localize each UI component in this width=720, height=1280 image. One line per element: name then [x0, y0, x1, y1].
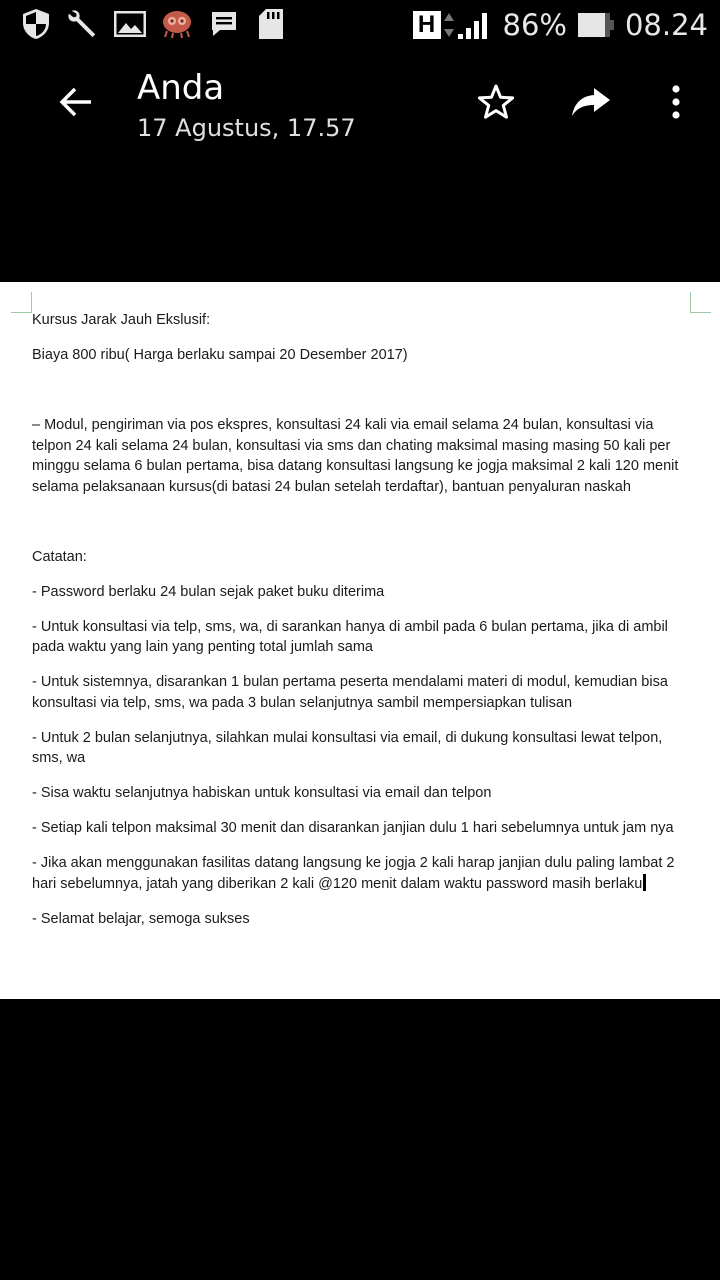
- note-item: - Selamat belajar, semoga sukses: [32, 910, 250, 927]
- star-button[interactable]: [472, 80, 520, 128]
- bug-icon: [161, 8, 193, 40]
- signal-icon: [457, 10, 491, 40]
- sd-card-icon: [255, 8, 287, 40]
- note-item: - Sisa waktu selanjutnya habiskan untuk konsultasi via email dan telpon: [32, 785, 492, 801]
- note-item: - Setiap kali telpon maksimal 30 menit dan disarankan janjian dulu 1 hari sebelumnya untuk jam nya: [32, 820, 674, 836]
- document-page: [0, 282, 720, 999]
- back-button[interactable]: [52, 80, 100, 128]
- network-type-badge: H: [413, 11, 441, 39]
- page-corner-mark: [690, 292, 711, 313]
- page-corner-mark: [11, 292, 32, 313]
- note-item: - Untuk konsultasi via telp, sms, wa, di sarankan hanya di ambil pada 6 bulan pertama, jika di ambil pada waktu yang lain yang penting total jumlah sama: [32, 618, 668, 655]
- document-heading: Kursus Jarak Jauh Ekslusif:: [32, 312, 211, 328]
- page-subtitle: 17 Agustus, 17.57: [137, 114, 356, 142]
- wrench-icon: [67, 8, 99, 40]
- share-icon: [570, 86, 612, 123]
- more-options-button[interactable]: [652, 80, 700, 128]
- note-item-with-caret: [32, 853, 692, 894]
- battery-icon: [577, 10, 615, 40]
- back-arrow-icon: [58, 86, 94, 123]
- system-status: [413, 6, 709, 44]
- note-item: - Password berlaku 24 bulan sejak paket buku diterima: [32, 583, 385, 600]
- status-bar: [0, 0, 720, 50]
- package-description: – Modul, pengiriman via pos ekspres, konsultasi 24 kali via email selama 24 bulan, konsultasi via telpon 24 kali selama 24 bulan, konsultasi via sms dan chating maksimal masing masing 50 kali per minggu selama 6 bulan pertama, bisa datang konsultasi langsung ke jogja maksimal 2 kali 120 menit selama pelaksanaan kursus(di batasi 24 bulan setelah terdaftar), bantuan penyaluran naskah: [32, 417, 679, 495]
- note-item: - Untuk sistemnya, disarankan 1 bulan pertama peserta mendalami materi di modul, kemudian bisa konsultasi via telp, sms, wa pada 3 bulan selanjutnya sambil mempersiapkan tulisan: [32, 674, 668, 711]
- star-icon: [477, 84, 515, 125]
- note-item: - Jika akan menggunakan fasilitas datang langsung ke jogja 2 kali harap janjian dulu paling lambat 2 hari sebelumnya, jatah yang diberikan 2 kali @120 menit dalam waktu password masih berlaku: [32, 855, 675, 892]
- chat-icon: [208, 8, 240, 40]
- more-vert-icon: [671, 85, 681, 124]
- document-text[interactable]: [32, 310, 692, 944]
- price-line: Biaya 800 ribu( Harga berlaku sampai 20 Desember 2017): [32, 347, 408, 363]
- shield-icon: [20, 8, 52, 40]
- notification-icons: [20, 8, 302, 40]
- text-cursor: [643, 874, 646, 891]
- clock: 08.24: [624, 8, 708, 42]
- page-title: Anda: [137, 68, 225, 108]
- data-activity-icon: [443, 10, 455, 40]
- battery-percent: 86%: [502, 8, 567, 42]
- app-bar: [0, 50, 720, 282]
- image-icon: [114, 8, 146, 40]
- share-button[interactable]: [567, 80, 615, 128]
- notes-heading: Catatan:: [32, 548, 87, 565]
- note-item: - Untuk 2 bulan selanjutnya, silahkan mulai konsultasi via email, di dukung konsultasi lewat telpon, sms, wa: [32, 729, 663, 766]
